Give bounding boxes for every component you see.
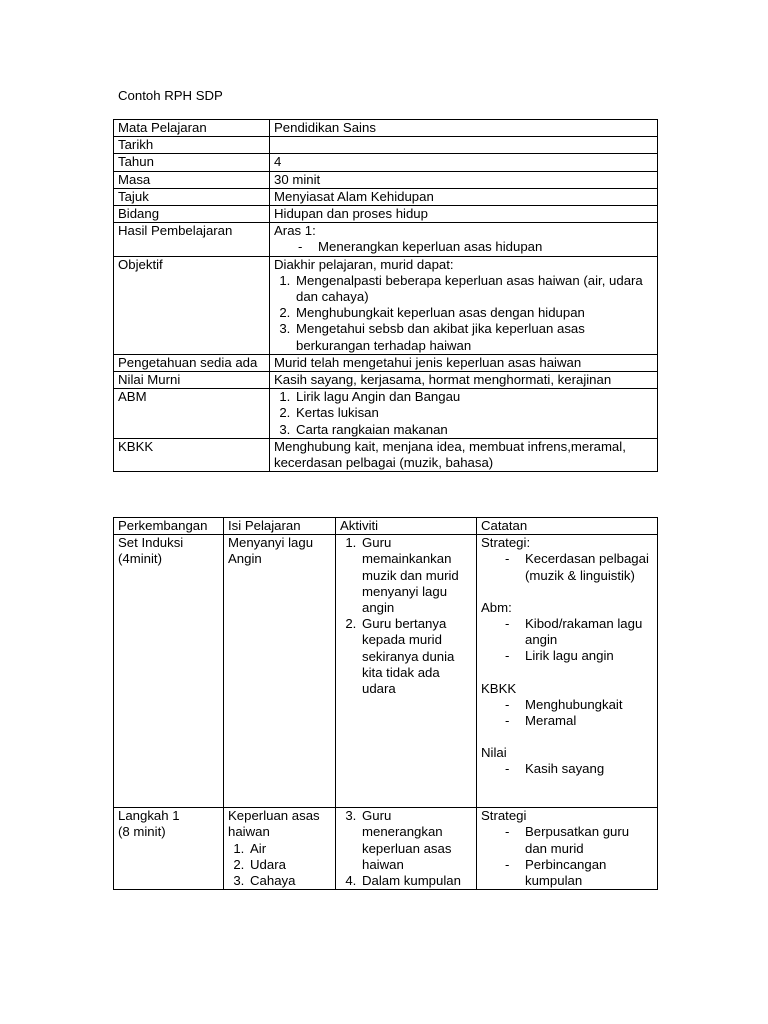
list-item: 1. Air <box>248 841 331 857</box>
notes-strategi-list <box>481 551 653 583</box>
label-pengetahuan: Pengetahuan sedia ada <box>114 354 270 371</box>
label-mata-pelajaran: Mata Pelajaran <box>114 120 270 137</box>
table-row <box>114 171 658 188</box>
notes-kbkk-list <box>481 697 653 729</box>
list-item: 2. Udara <box>248 857 331 873</box>
value-objektif <box>270 256 658 354</box>
list-item: 2. Guru bertanya kepada murid sekiranya dunia kita tidak ada udara <box>360 616 472 697</box>
label-kbkk: KBKK <box>114 438 270 471</box>
list-item: - Kecerdasan pelbagai (muzik & linguistik) <box>481 551 653 583</box>
table-row <box>114 256 658 354</box>
hasil-level: Aras 1: <box>274 223 316 239</box>
stage-name: Langkah 1 <box>118 808 180 824</box>
content-set-induksi: Menyanyi lagu Angin <box>224 535 336 808</box>
header-catatan: Catatan <box>477 518 658 535</box>
content-langkah-1 <box>224 808 336 890</box>
stage-time: (4minit) <box>118 551 162 567</box>
label-bidang: Bidang <box>114 206 270 223</box>
label-hasil-pembelajaran: Hasil Pembelajaran <box>114 223 270 256</box>
notes-strategi-label: Strategi <box>481 808 527 824</box>
activity-list <box>340 808 472 889</box>
value-tahun: 4 <box>270 154 658 171</box>
list-item: 2. Menghubungkait keperluan asas dengan hidupan <box>294 305 653 321</box>
list-item: - Lirik lagu angin <box>481 648 653 664</box>
list-item: 4. Dalam kumpulan <box>360 873 472 889</box>
abm-list <box>274 389 653 438</box>
list-item: 1. Lirik lagu Angin dan Bangau <box>294 389 653 405</box>
list-item: 1. Guru memainkankan muzik dan murid menyanyi lagu angin <box>360 535 472 616</box>
activity-list <box>340 535 472 697</box>
list-item: - Menerangkan keperluan asas hidupan <box>274 239 653 255</box>
label-tahun: Tahun <box>114 154 270 171</box>
label-nilai-murni: Nilai Murni <box>114 372 270 389</box>
list-item: - Menghubungkait <box>481 697 653 713</box>
list-item: - Perbincangan kumpulan <box>481 857 653 889</box>
list-item: - Berpusatkan guru dan murid <box>481 824 653 856</box>
value-mata-pelajaran: Pendidikan Sains <box>270 120 658 137</box>
header-perkembangan: Perkembangan <box>114 518 224 535</box>
table-row <box>114 389 658 439</box>
notes-strategi-label: Strategi: <box>481 535 531 551</box>
page-title: Contoh RPH SDP <box>118 88 223 103</box>
activities-set-induksi <box>336 535 477 808</box>
value-bidang: Hidupan dan proses hidup <box>270 206 658 223</box>
stage-langkah-1 <box>114 808 224 890</box>
list-item: 1. Mengenalpasti beberapa keperluan asas haiwan (air, udara dan cahaya) <box>294 273 653 305</box>
stage-set-induksi <box>114 535 224 808</box>
list-item: 3. Carta rangkaian makanan <box>294 422 653 438</box>
table-row <box>114 438 658 471</box>
table-row <box>114 137 658 154</box>
stage-time: (8 minit) <box>118 824 166 840</box>
list-item: - Meramal <box>481 713 653 729</box>
value-tajuk: Menyiasat Alam Kehidupan <box>270 188 658 205</box>
notes-strategi-list <box>481 824 653 889</box>
label-abm: ABM <box>114 389 270 439</box>
table-row <box>114 354 658 371</box>
list-item: 3. Guru menerangkan keperluan asas haiwan <box>360 808 472 873</box>
value-nilai-murni: Kasih sayang, kerjasama, hormat menghormati, kerajinan <box>270 372 658 389</box>
label-tarikh: Tarikh <box>114 137 270 154</box>
value-pengetahuan: Murid telah mengetahui jenis keperluan asas haiwan <box>270 354 658 371</box>
table-row <box>114 535 658 808</box>
lesson-info-table <box>113 119 658 472</box>
table-row <box>114 808 658 890</box>
table-row <box>114 223 658 256</box>
value-kbkk: Menghubung kait, menjana idea, membuat infrens,meramal, kecerdasan pelbagai (muzik, bahasa) <box>270 438 658 471</box>
table-row <box>114 188 658 205</box>
label-objektif: Objektif <box>114 256 270 354</box>
objektif-list <box>274 273 653 354</box>
table-row <box>114 120 658 137</box>
table-row <box>114 206 658 223</box>
value-hasil-pembelajaran <box>270 223 658 256</box>
content-text: Keperluan asas haiwan <box>228 808 320 840</box>
table-header-row <box>114 518 658 535</box>
lesson-steps-table <box>113 517 658 890</box>
notes-set-induksi <box>477 535 658 808</box>
table-row <box>114 372 658 389</box>
value-abm <box>270 389 658 439</box>
value-tarikh <box>270 137 658 154</box>
notes-abm-label: Abm: <box>481 599 512 615</box>
header-isi-pelajaran: Isi Pelajaran <box>224 518 336 535</box>
label-masa: Masa <box>114 171 270 188</box>
header-aktiviti: Aktiviti <box>336 518 477 535</box>
table-row <box>114 154 658 171</box>
list-item: 3. Mengetahui sebsb dan akibat jika keperluan asas berkurangan terhadap haiwan <box>294 321 653 353</box>
activities-langkah-1 <box>336 808 477 890</box>
list-item: - Kasih sayang <box>481 761 653 777</box>
value-masa: 30 minit <box>270 171 658 188</box>
notes-nilai-list <box>481 761 653 777</box>
notes-nilai-label: Nilai <box>481 745 507 761</box>
label-tajuk: Tajuk <box>114 188 270 205</box>
list-item: 3. Cahaya <box>248 873 331 889</box>
list-item: - Kibod/rakaman lagu angin <box>481 616 653 648</box>
objektif-intro: Diakhir pelajaran, murid dapat: <box>274 256 454 272</box>
stage-name: Set Induksi <box>118 535 184 551</box>
notes-langkah-1 <box>477 808 658 890</box>
hasil-list <box>274 239 653 255</box>
notes-abm-list <box>481 616 653 665</box>
notes-kbkk-label: KBKK <box>481 680 517 696</box>
list-item: 2. Kertas lukisan <box>294 405 653 421</box>
content-list <box>228 841 331 890</box>
